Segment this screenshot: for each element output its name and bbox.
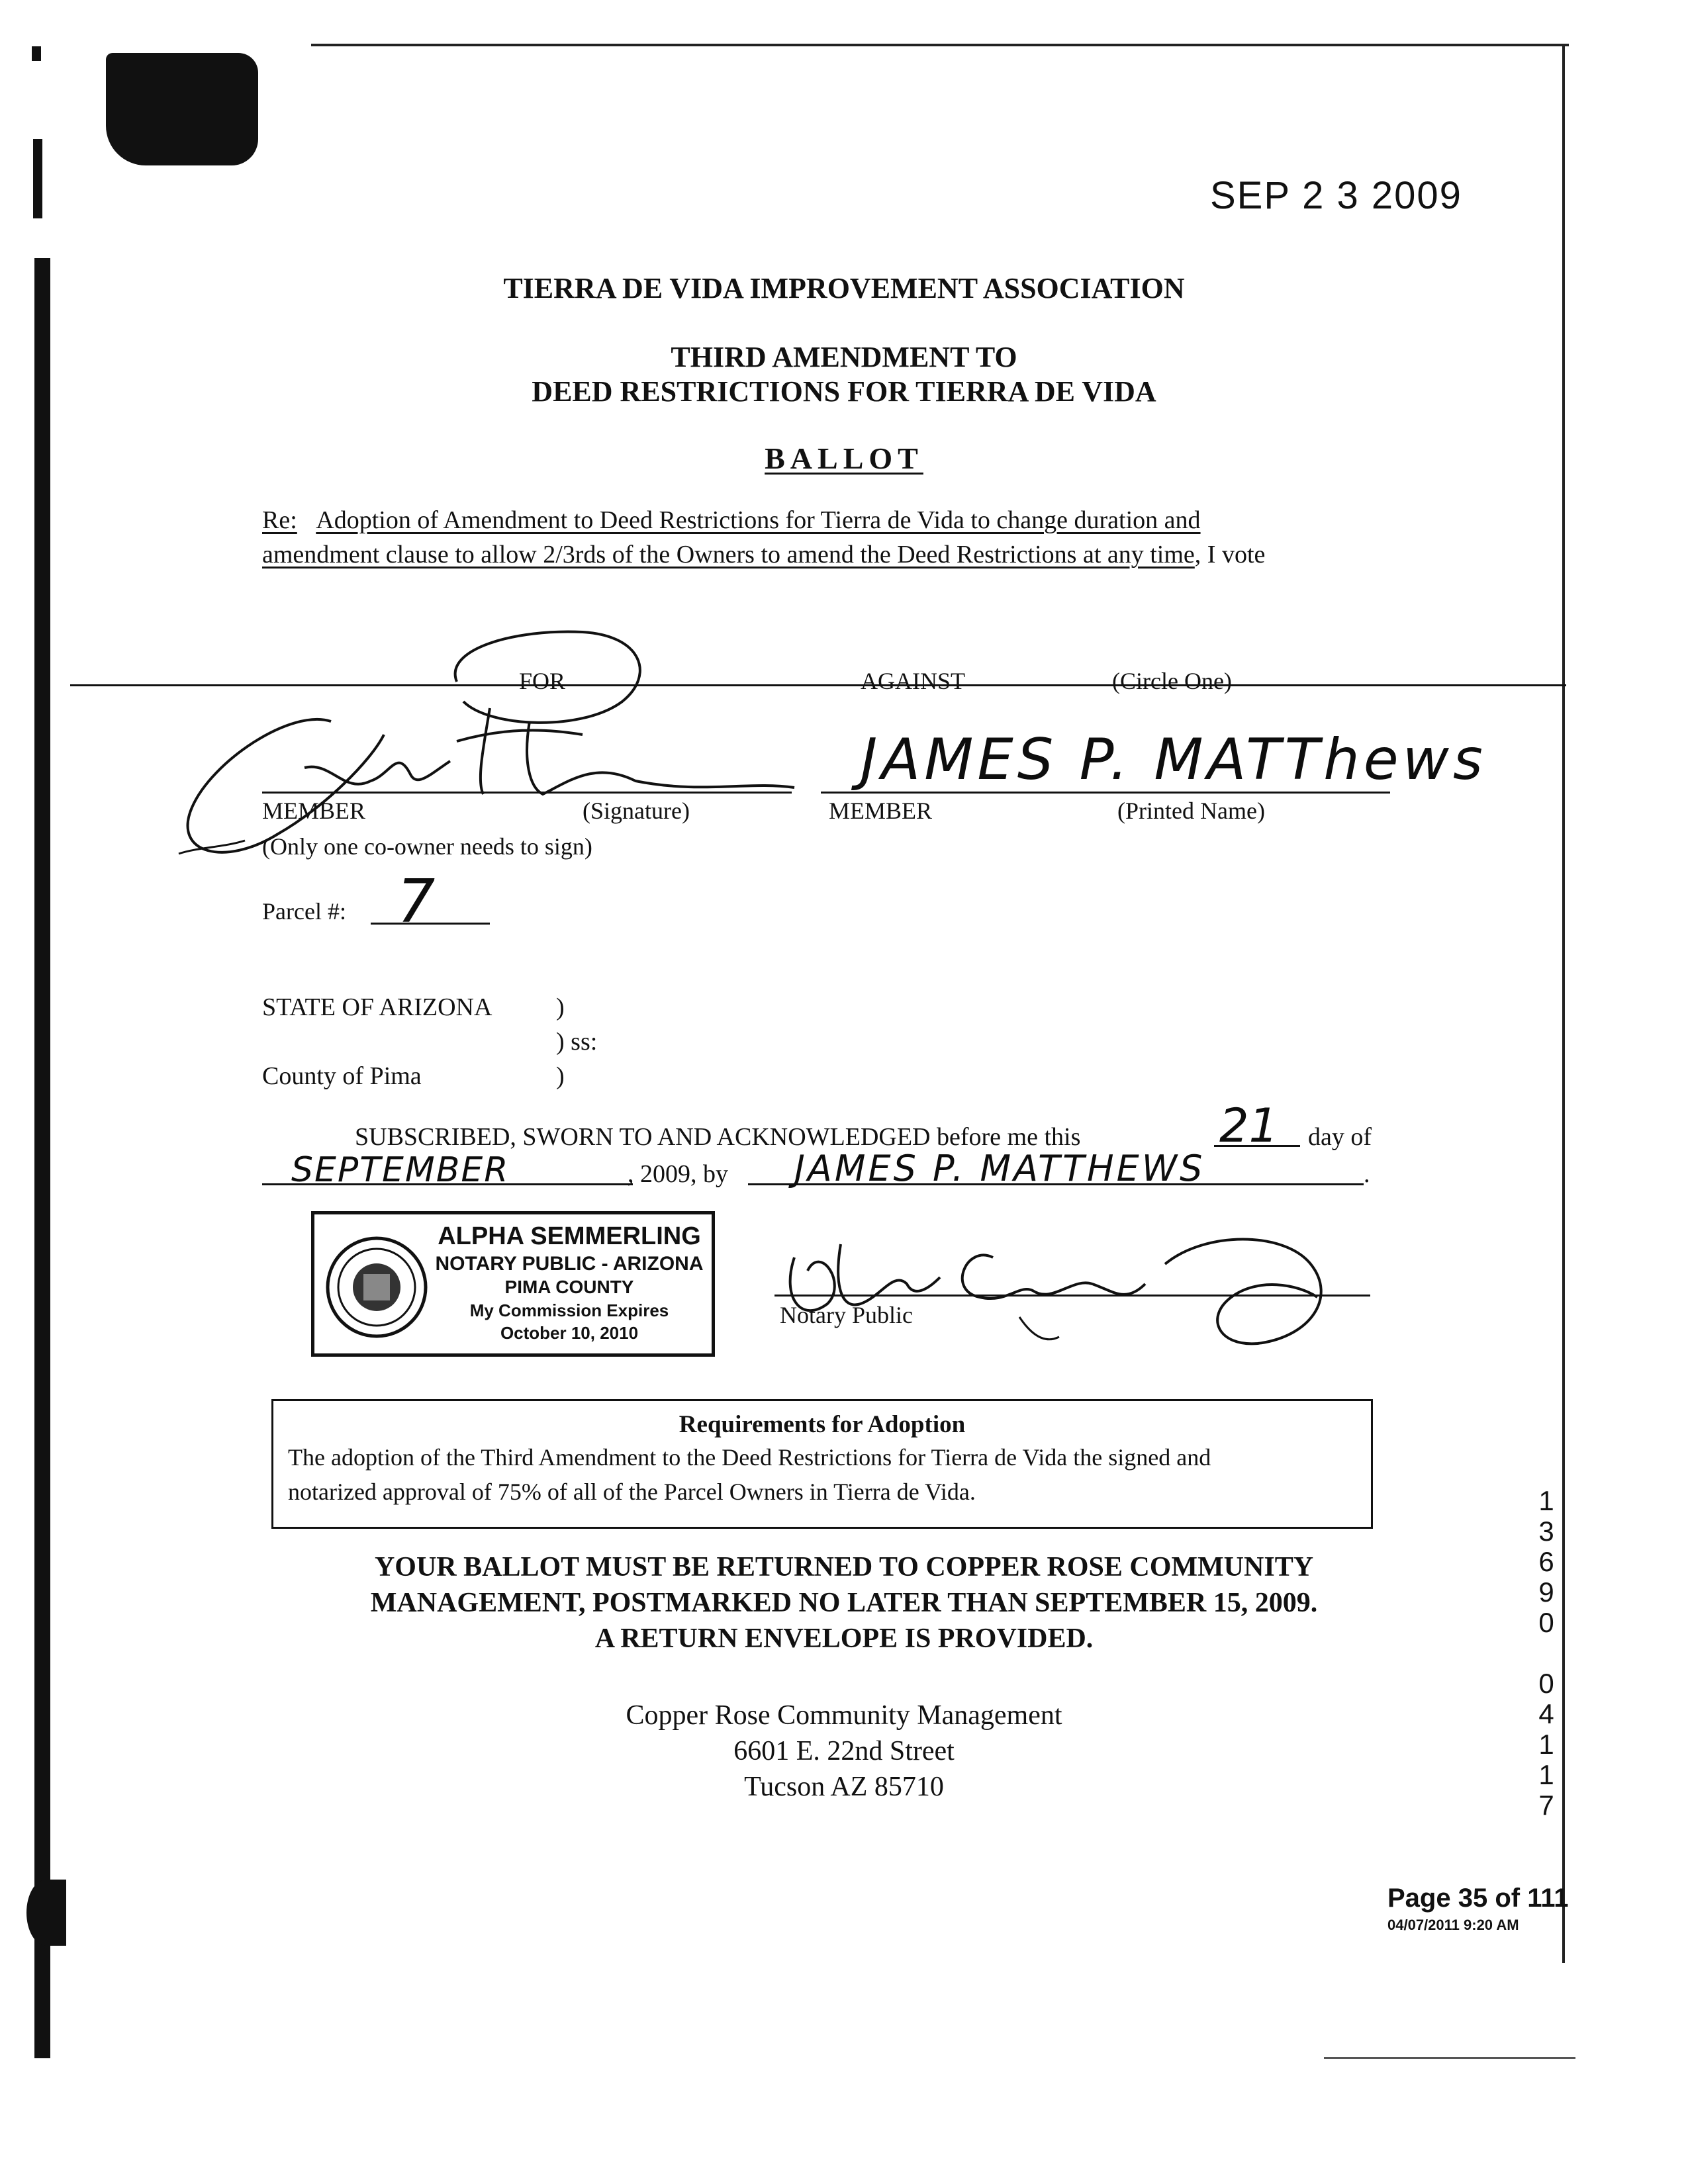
re-line1 — [262, 506, 1201, 535]
right-border-line — [1562, 44, 1565, 1963]
vote-circle-one: (Circle One) — [1112, 668, 1232, 694]
redaction-blot — [106, 53, 258, 165]
acknowledgment-text: SUBSCRIBED, SWORN TO AND ACKNOWLEDGED before me this — [355, 1123, 1081, 1151]
footer-timestamp: 04/07/2011 9:20 AM — [1387, 1917, 1519, 1933]
return-notice-line1: YOUR BALLOT MUST BE RETURNED TO COPPER ROSE COMMUNITY — [374, 1552, 1314, 1582]
side-digit: 0 — [1538, 1607, 1554, 1638]
notary-signature — [768, 1205, 1364, 1363]
stamp-commission: My Commission Expires — [469, 1300, 669, 1320]
return-notice-line3: A RETURN ENVELOPE IS PROVIDED. — [594, 1623, 1094, 1654]
stamp-expires: October 10, 2010 — [500, 1323, 639, 1343]
stamp-county: PIMA COUNTY — [504, 1277, 634, 1297]
re-suffix: , I vote — [1194, 541, 1266, 569]
re-text-line2: amendment clause to allow 2/3rds of the Owners to amend the Deed Restrictions at any time — [262, 541, 1195, 569]
day-value: 21 — [1219, 1099, 1279, 1153]
top-border-line — [311, 44, 1569, 46]
by-value: JAMES P. MATTHEWS — [794, 1148, 1205, 1189]
stamp-name: ALPHA SEMMERLING — [438, 1222, 701, 1250]
association-title: TIERRA DE VIDA IMPROVEMENT ASSOCIATION — [503, 272, 1185, 304]
address-company: Copper Rose Community Management — [626, 1700, 1062, 1731]
co-owner-note: (Only one co-owner needs to sign) — [262, 833, 592, 860]
requirements-box — [271, 1399, 1373, 1529]
day-of-label: day of — [1308, 1123, 1372, 1151]
period: . — [1364, 1160, 1370, 1188]
side-digit: 1 — [1538, 1759, 1554, 1790]
side-digit: 4 — [1538, 1698, 1554, 1729]
address-city: Tucson AZ 85710 — [744, 1772, 944, 1802]
side-digit: 7 — [1538, 1790, 1554, 1821]
venue-state: STATE OF ARIZONA — [262, 993, 492, 1021]
stamp-title: NOTARY PUBLIC - ARIZONA — [435, 1253, 704, 1275]
address-street: 6601 E. 22nd Street — [733, 1736, 955, 1766]
scan-mark — [26, 1880, 66, 1946]
side-digit: 0 — [1538, 1668, 1554, 1699]
venue-paren-close: ) — [556, 1062, 565, 1090]
re-label: Re: — [262, 506, 297, 534]
side-digit: 1 — [1538, 1485, 1554, 1516]
amendment-title-line2: DEED RESTRICTIONS FOR TIERRA DE VIDA — [532, 375, 1156, 408]
page-number: Page 35 of 111 — [1387, 1884, 1569, 1913]
member-label-2: MEMBER — [829, 797, 933, 824]
amendment-title-line1: THIRD AMENDMENT TO — [671, 341, 1017, 373]
side-digit: 1 — [1538, 1729, 1554, 1760]
notary-seal-icon — [324, 1234, 430, 1340]
return-notice-line2: MANAGEMENT, POSTMARKED NO LATER THAN SEPTEMBER 15, 2009. — [370, 1588, 1318, 1618]
venue-paren-open: ) — [556, 993, 565, 1021]
parcel-value: 7 — [397, 867, 436, 936]
side-digit: 9 — [1538, 1576, 1554, 1608]
bottom-border-line — [1324, 2057, 1575, 2059]
notary-public-label: Notary Public — [780, 1302, 913, 1328]
member-label: MEMBER — [262, 797, 366, 824]
requirements-line2: notarized approval of 75% of all of the Parcel Owners in Tierra de Vida. — [288, 1479, 976, 1505]
re-line2 — [262, 540, 1265, 569]
venue-county: County of Pima — [262, 1062, 422, 1090]
ballot-title: BALLOT — [765, 441, 923, 475]
signature-label: (Signature) — [583, 797, 690, 824]
notary-stamp — [311, 1211, 715, 1357]
side-digit: 3 — [1538, 1516, 1554, 1547]
month-value: SEPTEMBER — [291, 1150, 510, 1190]
vote-option-for[interactable]: FOR — [519, 668, 566, 694]
vote-option-against[interactable]: AGAINST — [861, 668, 965, 694]
scan-mark — [32, 46, 41, 61]
requirements-line1: The adoption of the Third Amendment to the Deed Restrictions for Tierra de Vida the signed and — [288, 1444, 1211, 1471]
scan-mark — [33, 139, 42, 218]
side-digit: 6 — [1538, 1546, 1554, 1577]
venue-ss: ) ss: — [556, 1028, 598, 1056]
parcel-label: Parcel #: — [262, 898, 346, 925]
requirements-title: Requirements for Adoption — [679, 1411, 966, 1438]
re-text-line1: Adoption of Amendment to Deed Restrictions for Tierra de Vida to change duration and — [316, 506, 1201, 534]
printed-name-value: JAMES P. MATThews — [861, 727, 1487, 793]
printed-name-label: (Printed Name) — [1117, 797, 1265, 824]
date-stamp: SEP 2 3 2009 — [1210, 174, 1462, 217]
year-by-label: , 2009, by — [628, 1160, 728, 1188]
